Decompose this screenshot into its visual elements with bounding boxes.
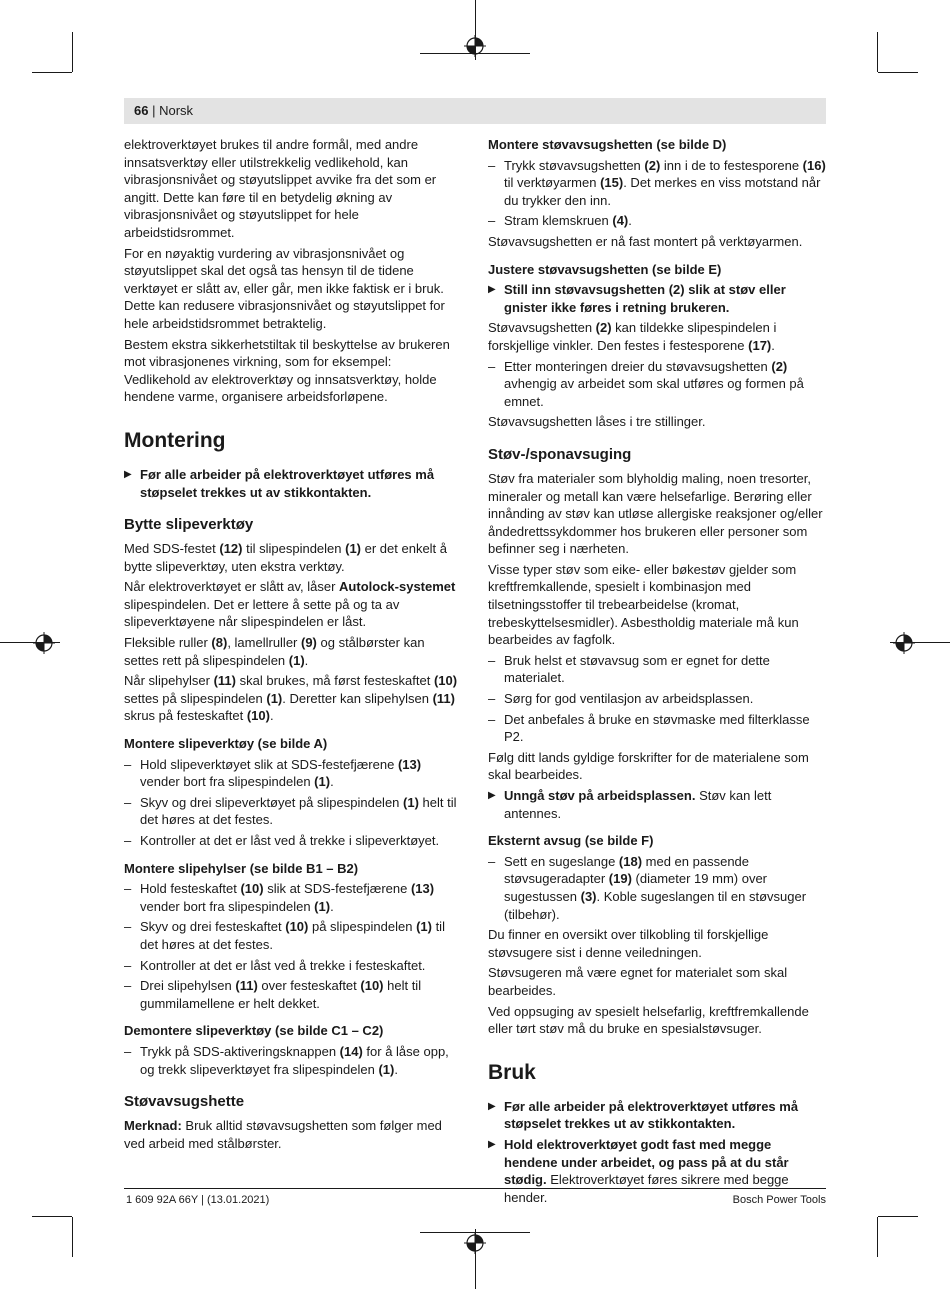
- list-item: – Sørg for god ventilasjon av arbeidsplassen.: [488, 690, 828, 708]
- procedure-title-b: Montere slipehylser (se bilde B1 – B2): [124, 860, 359, 876]
- crop-mark: [878, 1216, 918, 1217]
- procedure-title-a: Montere slipeverktøy (se bilde A): [124, 736, 328, 752]
- footer-brand: Bosch Power Tools: [732, 1194, 826, 1206]
- section-title-bruk: Bruk: [488, 1060, 536, 1084]
- paragraph: Med SDS-festet (12) til slipespindelen (1) er det enkelt å bytte slipeverktøy, uten ekstra verktøy.: [124, 541, 448, 574]
- paragraph: Støvavsugshetten låses i tre stillinger.: [488, 414, 706, 430]
- crop-mark: [877, 1217, 878, 1257]
- registration-mark-icon: [33, 632, 55, 654]
- list-item: – Hold festeskaftet (10) slik at SDS-festefjærene (13) vender bort fra slipespindelen (1).: [124, 880, 458, 915]
- warning-item: ▶ Før alle arbeider på elektroverktøyet utføres må støpselet trekkes ut av stikkontakten.: [488, 1098, 828, 1133]
- warning-item: ▶ Unngå støv på arbeidsplassen. Støv kan lett antennes.: [488, 787, 828, 822]
- crop-mark: [32, 72, 72, 73]
- registration-mark-icon: [893, 632, 915, 654]
- section-title-montering: Montering: [124, 428, 226, 452]
- list-item: – Sett en sugeslange (18) med en passende støvsugeradapter (19) (diameter 19 mm) over sugestussen (3). Koble sugeslangen til en støvsuger (tilbehør).: [488, 853, 828, 923]
- list-item: – Trykk på SDS-aktiveringsknappen (14) for å låse opp, og trekk slipeverktøyet fra slipespindelen (1).: [124, 1043, 458, 1078]
- paragraph: Du finner en oversikt over tilkobling til forskjellige støvsugere sist i denne veiledningen.: [488, 927, 769, 960]
- list-item: – Kontroller at det er låst ved å trekke i slipeverktøyet.: [124, 832, 458, 850]
- paragraph: Bestem ekstra sikkerhetstiltak til beskyttelse av brukeren mot vibrasjonenes virkning, som for eksempel: Vedlikehold av elektroverktøy og innsatsverktøy, holde hendene varme, organisere arbeidsforløpene.: [124, 336, 450, 405]
- list-item: – Stram klemskruen (4).: [488, 212, 828, 230]
- registration-mark-icon: [464, 35, 486, 57]
- crop-mark: [72, 32, 73, 72]
- list-item: – Skyv og drei festeskaftet (10) på slipespindelen (1) til det høres at det festes.: [124, 918, 458, 953]
- note-paragraph: Merknad: Bruk alltid støvavsugshetten som følger med ved arbeid med stålbørster.: [124, 1118, 442, 1151]
- page-header: [134, 102, 193, 120]
- list-item: – Hold slipeverktøyet slik at SDS-festefjærene (13) vender bort fra slipespindelen (1).: [124, 756, 458, 791]
- subsection-title-sponavsuging: Støv-/sponavsuging: [488, 445, 632, 463]
- paragraph: Følg ditt lands gyldige forskrifter for de materialene som skal bearbeides.: [488, 749, 809, 783]
- list-item: – Trykk støvavsugshetten (2) inn i de to festesporene (16) til verktøyarmen (15). Det merkes en viss motstand når du trykker den inn.: [488, 157, 828, 210]
- footer-rule: [124, 1188, 826, 1189]
- crop-mark: [878, 72, 918, 73]
- left-column: [124, 136, 458, 1155]
- warning-item: ▶ Still inn støvavsugshetten (2) slik at støv eller gnister ikke føres i retning brukeren.: [488, 281, 828, 316]
- paragraph: Fleksible ruller (8), lamellruller (9) og stålbørster kan settes rett på slipespindelen (1).: [124, 635, 425, 668]
- paragraph: Støvavsugshetten er nå fast montert på verktøyarmen.: [488, 233, 803, 249]
- crop-mark: [32, 1216, 72, 1217]
- page-language: Norsk: [159, 103, 194, 118]
- list-item: – Det anbefales å bruke en støvmaske med filterklasse P2.: [488, 711, 828, 746]
- paragraph: elektroverktøyet brukes til andre formål, med andre innsatsverktøy eller utilstrekkelig vedlikehold, kan vibrasjonsnivået og støyutslippet avvike fra det som er angitt. Dette kan føre til en betydelig økning av vibrasjonsnivået og støyutslippet for hele arbeidstidsrommet.: [124, 137, 437, 240]
- subsection-title-bytte: Bytte slipeverktøy: [124, 516, 254, 534]
- header-separator: |: [148, 103, 160, 118]
- warning-item: ▶ Hold elektroverktøyet godt fast med megge hendene under arbeidet, og pass på at du står stødig. Elektroverktøyet føres sikrere med begge hender.: [488, 1136, 828, 1206]
- page-header-bar: [124, 98, 826, 124]
- procedure-title-d: Montere støvavsugshetten (se bilde D): [488, 137, 727, 152]
- paragraph: Støv fra materialer som blyholdig maling, noen tresorter, mineraler og metall kan være helsefarlige. Berøring eller innånding av støv kan utløse allergiske reaksjoner og/eller åndedrettssykdommer hos brukeren eller personer som befinner seg i nærheten.: [488, 470, 823, 557]
- crop-mark: [877, 32, 878, 72]
- paragraph: For en nøyaktig vurdering av vibrasjonsnivået og støyutslippet skal det også tas hensyn til de tidene verktøyet er slått av, eller går, men ikke faktisk er i bruk. Dette kan redusere vibrasjonsnivået og støyutslippet for hele arbeidstidsrommet betraktelig.: [124, 245, 445, 331]
- list-item: – Etter monteringen dreier du støvavsugshetten (2) avhengig av arbeidet som skal utføres og formen på emnet.: [488, 358, 828, 411]
- paragraph: Støvsugeren må være egnet for materialet som skal bearbeides.: [488, 965, 788, 998]
- list-item: – Skyv og drei slipeverktøyet på slipespindelen (1) helt til det høres at det festes.: [124, 794, 458, 829]
- procedure-title-f: Eksternt avsug (se bilde F): [488, 833, 654, 849]
- paragraph: Visse typer støv som eike- eller bøkestøv gjelder som kreftfremkallende, spesielt i kombinasjon med tilsetningsstoffer til trebearbeidelse (kromat, trebeskyttelsesmidler). Asbestholdig materiale må kun bearbeides av fagfolk.: [488, 561, 799, 648]
- procedure-title-e: Justere støvavsugshetten (se bilde E): [488, 261, 722, 277]
- paragraph: Ved oppsuging av spesielt helsefarlig, kreftfremkallende eller tørt støv må du bruke en spesialstøvsuger.: [488, 1003, 809, 1037]
- paragraph: Støvavsugshetten (2) kan tildekke slipespindelen i forskjellige vinkler. Den festes i festesporene (17).: [488, 320, 777, 353]
- registration-mark-icon: [464, 1232, 486, 1254]
- list-item: – Bruk helst et støvavsug som er egnet for dette materialet.: [488, 652, 828, 687]
- footer-doc-number: 1 609 92A 66Y | (13.01.2021): [126, 1194, 270, 1206]
- crop-mark: [72, 1217, 73, 1257]
- right-column: [488, 136, 828, 1209]
- procedure-title-c: Demontere slipeverktøy (se bilde C1 – C2): [124, 1023, 384, 1039]
- list-item: – Drei slipehylsen (11) over festeskaftet (10) helt til gummilamellene er helt dekket.: [124, 977, 458, 1012]
- paragraph: Når slipehylser (11) skal brukes, må først festeskaftet (10) settes på slipespindelen (1). Deretter kan slipehylsen (11) skrus på festeskaftet (10).: [124, 673, 458, 724]
- list-item: – Kontroller at det er låst ved å trekke i festeskaftet.: [124, 957, 458, 975]
- paragraph: Når elektroverktøyet er slått av, låser Autolock-systemet slipespindelen. Det er lettere å sette på og ta av slipeverktøyene når slipespindelen er låst.: [124, 579, 456, 630]
- warning-item: ▶ Før alle arbeider på elektroverktøyet utføres må støpselet trekkes ut av stikkontakten.: [124, 466, 458, 501]
- page-number: 66: [134, 103, 149, 118]
- subsection-title-stovavsugshette: Støvavsugshette: [124, 1093, 245, 1111]
